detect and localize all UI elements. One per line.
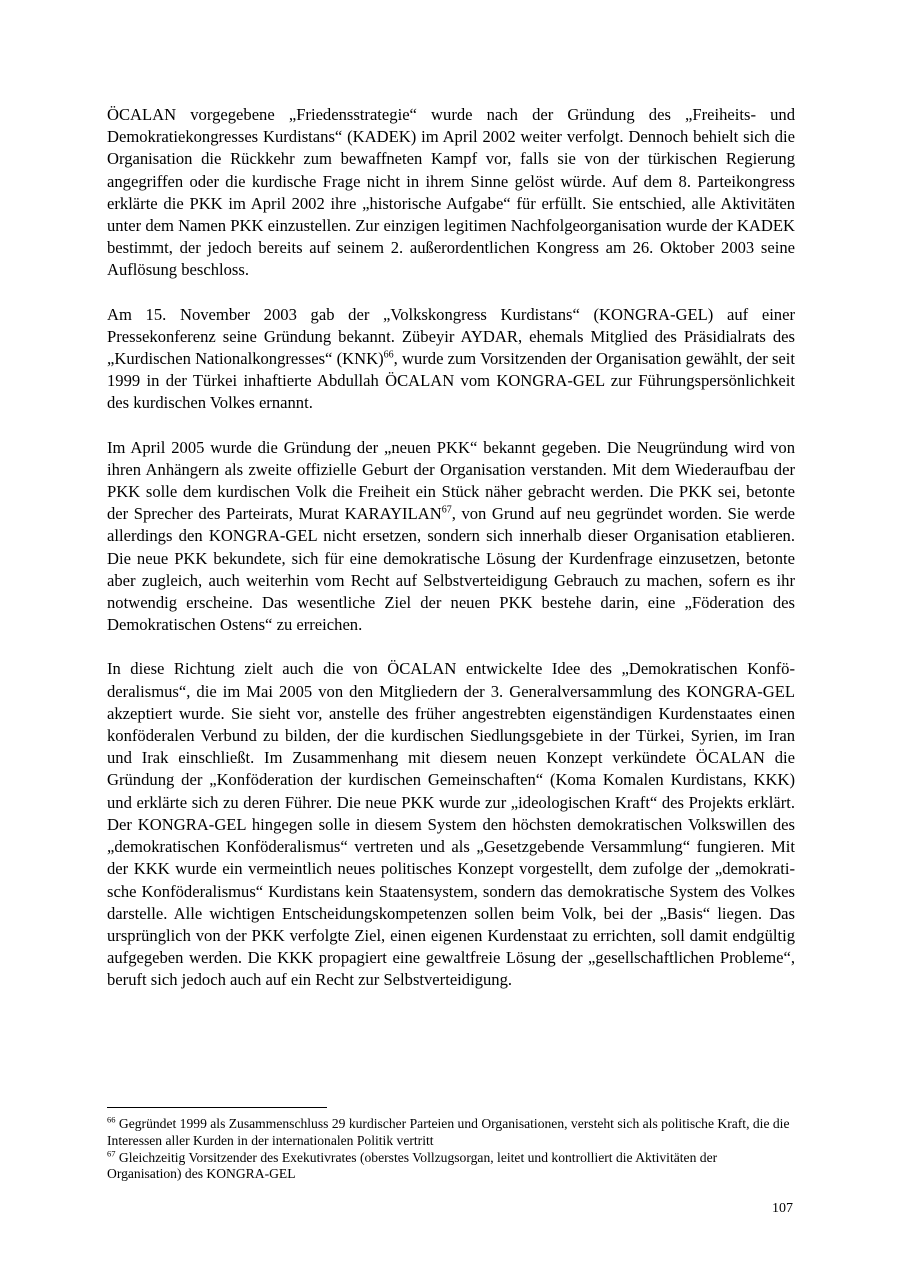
paragraph-text: Im April 2005 wurde die Gründung der „neuen PKK“ bekannt gegeben. Die Neugründung wird von ihren Anhängern als zweite offizielle Geburt der Organisation verstanden. Mit dem Wiederaufbau der PKK solle dem kurdischen Volk die Freiheit ein Stück näher gebracht werden. Die PKK sei, betonte der Sprecher des Parteirats, Murat KARAYILAN <box>107 437 795 524</box>
paragraph-neue-pkk <box>107 437 795 637</box>
paragraph-konfoederalismus <box>107 658 795 991</box>
document-body <box>107 104 795 1014</box>
footnote-text: Gegründet 1999 als Zusammenschluss 29 kurdischer Parteien und Organisationen, versteht sich als politische Kraft, die die Interessen aller Kurden in der internationalen Politik vertritt <box>107 1116 790 1148</box>
paragraph-kongra-gel <box>107 304 795 415</box>
footnotes-section <box>107 1107 795 1183</box>
footnote-67 <box>107 1150 795 1184</box>
footnote-text: Gleichzeitig Vorsitzender des Exekutivrates (oberstes Vollzugsorgan, leitet und kontrolliert die Aktivitäten der Organisation) des KONGRA-GEL <box>107 1149 718 1182</box>
footnote-reference-66[interactable]: 66 <box>383 349 394 361</box>
footnote-reference-67[interactable]: 67 <box>441 504 452 516</box>
paragraph-kadek <box>107 104 795 282</box>
paragraph-text: In diese Richtung zielt auch die von ÖCALAN entwickelte Idee des „Demokratischen Konföderalismus“, die im Mai 2005 von den Mitgliedern der 3. Generalversammlung des KONGRA-GEL akzeptiert wurde. Sie sieht vor, anstelle des früher angestrebten eigenständigen Kurdenstaates einen konföderalen Verbund zu bilden, der die kurdischen Siedlungsgebiete in der Türkei, Syrien, im Iran und Irak einschließt. Im Zusammenhang mit diesem neuen Konzept verkündete ÖCALAN die Gründung der „Konföderation der kurdischen Gemeinschaften“ (Koma Komalen Kurdistans, KKK) und erklärte sich zu deren Führer. Die neue PKK wurde zur „ideologischen Kraft“ des Projekts erklärt. Der KONGRA-GEL hingegen solle in diesem System den höchsten demokratischen Volkswillen des „demokratischen Konföderalismus“ vertreten und als „Gesetzgebende Versammlung“ fungieren. Mit der KKK wurde ein vermeintlich neues politisches Konzept vorgestellt, dem zufolge der „demokratische Konföderalismus“ Kurdistans kein Staatensystem, sondern das demokratische System des Volkes darstelle. Alle wichtigen Entscheidungskompetenzen sollen beim Volk, bei der „Basis“ liegen. Das ursprünglich von der PKK verfolgte Ziel, einen eigenen Kurdenstaat zu errichten, soll damit endgültig aufgegeben werden. Die KKK propagiert eine gewaltfreie Lösung der „gesellschaftlichen Probleme“, beruft sich jedoch auch auf ein Recht zur Selbstverteidigung. <box>107 659 795 990</box>
paragraph-text: , wurde zum Vorsitzenden der Organisation gewählt, der seit 1999 in der Türkei inhaftierte Abdullah ÖCALAN vom KONGRA-GEL zur Führungspersönlichkeit des kurdischen Volkes ernannt. <box>107 349 795 413</box>
footnote-marker: 67 <box>107 1148 116 1159</box>
footnote-marker: 66 <box>107 1114 116 1125</box>
page-number: 107 <box>772 1201 793 1216</box>
paragraph-text: Am 15. November 2003 gab der „Volkskongress Kurdistans“ (KONGRA-GEL) auf einer Pressekonferenz seine Gründung bekannt. Zübeyir AYDAR, ehemals Mitglied des Präsidialrats des „Kurdischen Nationalkongresses“ (KNK) <box>107 304 795 369</box>
footnote-66 <box>107 1116 795 1150</box>
paragraph-text: ÖCALAN vorgegebene „Friedensstrategie“ wurde nach der Gründung des „Freiheits- und Demokratiekongresses Kurdistans“ (KADEK) im April 2002 weiter verfolgt. Dennoch behielt sich die Organisation die Rückkehr zum bewaffneten Kampf vor, falls sie von der türkischen Regierung angegriffen oder die kurdische Frage nicht in ihrem Sinne gelöst würde. Auf dem 8. Parteikongress erklärte die PKK im April 2002 ihre „historische Aufgabe“ für erfüllt. Sie entschied, alle Aktivitäten unter dem Namen PKK einzustellen. Zur einzigen legitimen Nachfolgeorganisation wurde der KADEK bestimmt, der jedoch bereits auf seinem 2. außerordentlichen Kongress am 26. Oktober 2003 seine Auflösung beschloss. <box>107 105 795 280</box>
paragraph-text: , von Grund auf neu gegründet worden. Sie werde allerdings den KONGRA-GEL nicht ersetzen, sondern sich innerhalb dieser Organisation etablieren. Die neue PKK bekundete, sich für eine demokratische Lösung der Kurdenfrage einzusetzen, betonte aber zugleich, auch weiterhin vom Recht auf Selbstverteidigung Gebrauch zu machen, sofern es ihr notwendig erscheine. Das wesentliche Ziel der neuen PKK bestehe darin, eine „Föderation des Demokratischen Ostens“ zu erreichen. <box>107 504 796 635</box>
footnote-separator <box>107 1107 327 1108</box>
